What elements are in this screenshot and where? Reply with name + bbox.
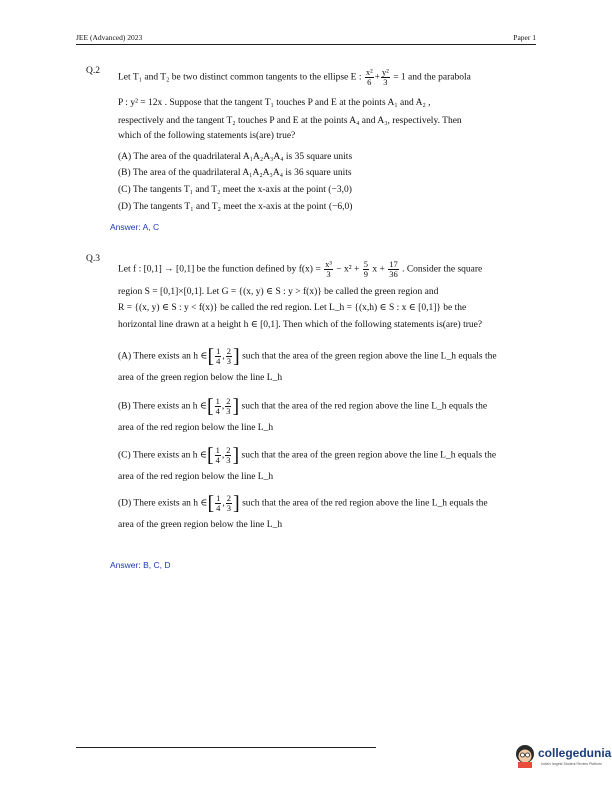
q2-option-a: (A) The area of the quadrilateral A₁A₂A₃A₄ is 35 square units <box>118 152 353 162</box>
q3-line4: horizontal line drawn at a height h ∈ [0,1]. Then which of the following statements is(are) true? <box>118 320 483 330</box>
header-rule <box>76 44 536 45</box>
header-right: Paper 1 <box>513 33 536 42</box>
q3-frac2: $\frac{5}{9}$ <box>363 259 368 279</box>
q3-line1c: x + <box>372 264 385 275</box>
q3-line1 <box>118 260 482 279</box>
q2-line4: which of the following statements is(are) true? <box>118 131 296 141</box>
header-left: JEE (Advanced) 2023 <box>76 33 143 42</box>
q3-number: Q.3 <box>86 254 100 264</box>
q2-line3: respectively and the tangent T₂ touches P and E at the points A₄ and A₃, respectively. Then <box>118 116 462 126</box>
q3-frac3: $\frac{17}{36}$ <box>389 259 398 279</box>
q2-answer: Answer: A, C <box>110 222 160 232</box>
q3-frac1: $\frac{\text{x³}}{3}$ <box>325 259 332 279</box>
q3-option-c-cont: area of the red region below the line L_h <box>118 472 274 482</box>
q2-number: Q.2 <box>86 66 100 76</box>
logo-tagline: India's largest Student Review Platform <box>541 762 602 766</box>
q3-line2: region S = [0,1]×[0,1]. Let G = {(x, y) ∈ S : y > f(x)} be called the green region and <box>118 287 439 297</box>
q3-line1b: − x² + <box>336 264 360 275</box>
q3-answer: Answer: B, C, D <box>110 560 171 570</box>
q3-option-c: (C) There exists an h ∈[ $\frac{1}{4}$ , $\frac{2}{3}$ ] such that the area of the green region above the line L_h equals the <box>118 444 497 467</box>
q3-option-d: (D) There exists an h ∈[ $\frac{1}{4}$ , $\frac{2}{3}$ ] such that the area of the red region above the line L_h equals the <box>118 492 488 515</box>
logo-name: collegedunia <box>538 746 612 760</box>
footer-rule <box>76 747 376 748</box>
q3-line1a: Let f : [0,1] → [0,1] be the function defined by f(x) = <box>118 264 321 275</box>
q3-option-a-cont: area of the green region below the line L_h <box>118 373 283 383</box>
q2-line1 <box>118 68 471 87</box>
q2-frac2: $\frac{\text{y²}}{3}$ <box>382 67 389 87</box>
collegedunia-logo <box>514 742 612 782</box>
q2-option-d: (D) The tangents T₁ and T₂ meet the x-axis at the point (−6,0) <box>118 202 353 212</box>
mascot-icon <box>514 742 536 768</box>
q2-frac1: $\frac{\text{x²}}{6}$ <box>365 67 373 87</box>
q2-line1a: Let T₁ and T₂ be two distinct common tangents to the ellipse E : <box>118 72 362 83</box>
q2-plus: + <box>374 72 381 83</box>
q2-line1b: = 1 and the parabola <box>393 72 471 83</box>
q2-option-b: (B) The area of the quadrilateral A₁A₂A₃A₄ is 36 square units <box>118 168 352 178</box>
q2-line2: P : y² = 12x . Suppose that the tangent T₁ touches P and E at the points A₁ and A₂ , <box>118 98 431 108</box>
q3-line1d: . Consider the square <box>402 264 483 275</box>
q3-option-d-cont: area of the green region below the line L_h <box>118 520 283 530</box>
q3-option-b: (B) There exists an h ∈[ $\frac{1}{4}$ , $\frac{2}{3}$ ] such that the area of the red region above the line L_h equals the <box>118 395 488 418</box>
q2-option-c: (C) The tangents T₁ and T₂ meet the x-axis at the point (−3,0) <box>118 185 352 195</box>
q3-line3: R = {(x, y) ∈ S : y < f(x)} be called the red region. Let L_h = {(x,h) ∈ S : x ∈ [0,1]} be the <box>118 303 467 313</box>
q3-option-b-cont: area of the red region below the line L_h <box>118 423 274 433</box>
q3-option-a: (A) There exists an h ∈[ $\frac{1}{4}$ , $\frac{2}{3}$ ] such that the area of the green region above the line L_h equals the <box>118 345 497 368</box>
